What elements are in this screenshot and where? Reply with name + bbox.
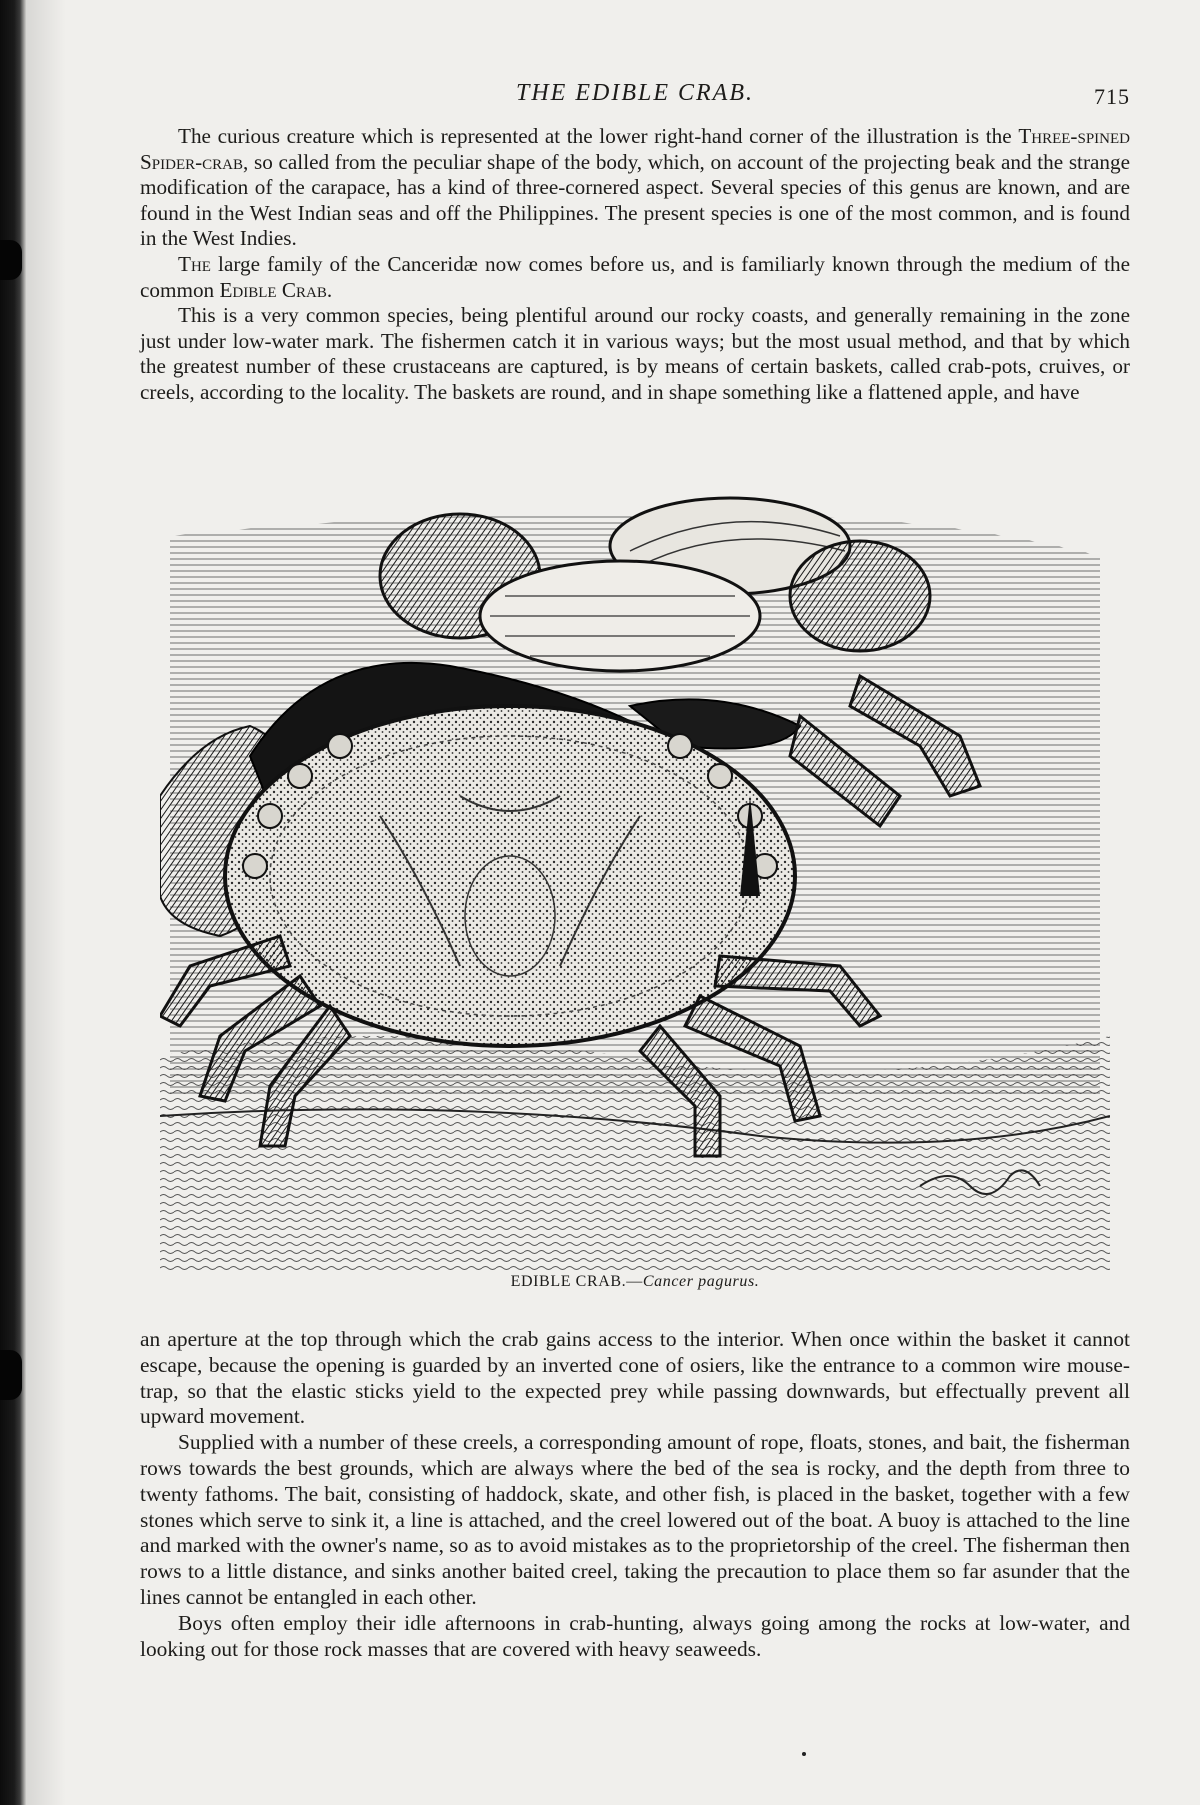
text-run: . (326, 277, 333, 302)
text-run: The curious creature which is represented at the lower right-hand corner of the illustration is the (178, 124, 1019, 148)
paragraph (140, 303, 1130, 405)
paragraph: Supplied with a number of these creels, a corresponding amount of rope, floats, stones, and bait, the fisherman rows towards the best grounds, which are always where the bed of the sea is rocky, and the depth from three to twenty fathoms. The bait, consisting of haddock, skate, and other fish, is placed in the basket, together with a few stones which serve to sink it, a line is attached, and the creel lowered out of the boat. A buoy is attached to the line and marked with the owner's name, so as to avoid mistakes as to the proprietorship of the creel. The fisherman then rows to a little distance, and sinks another baited creel, taking the precaution to place them so far asunder that the lines cannot be entangled in each other. (140, 1430, 1130, 1609)
gutter-shadow-mark (0, 1350, 22, 1400)
gutter-shadow-mark (0, 240, 22, 280)
caption-latin-name: Cancer pagurus. (642, 1273, 760, 1290)
figure-caption (140, 1273, 1130, 1291)
text-run: This is a very common species, being plentiful around our rocky coasts, and generally remaining in the zone just under low-water mark. The fishermen catch it in various ways; but the most usual method, and that by which the greatest number of these crustaceans are captured, is by means of certain baskets, called crab-pots, cruives, or creels, according to the locality. The baskets are round, and in shape something like a flattened apple, and have (140, 303, 1130, 404)
page-number: 715 (1094, 84, 1130, 109)
page-curve-shadow (26, 0, 66, 1805)
top-text-block (140, 124, 1130, 406)
species-name: Edible Crab (219, 277, 327, 302)
paragraph (140, 252, 1130, 303)
paragraph: an aperture at the top through which the crab gains access to the interior. When once within the basket it cannot escape, because the opening is guarded by an inverted cone of osiers, like the entrance to a common wire mouse-trap, so that the elastic sticks yield to the expected prey while passing downwards, but effectually prevent all upward movement. (140, 1327, 1130, 1429)
crab-engraving (160, 496, 1110, 1272)
text-run: large family of the Canceridæ now comes before us, and is familiarly known through the medium of the common (140, 251, 1130, 302)
species-name: Three-spined Spider-crab (140, 124, 1130, 174)
caption-title: EDIBLE CRAB.— (510, 1273, 643, 1290)
paragraph: Boys often employ their idle afternoons in crab-hunting, always going among the rocks at low-water, and looking out for those rock masses that are covered with heavy seaweeds. (140, 1610, 1130, 1661)
lead-word: The (178, 251, 211, 276)
paragraph (140, 124, 1130, 252)
running-head (140, 80, 1130, 112)
ink-speck (802, 1752, 806, 1756)
bottom-text-block (140, 1327, 1130, 1662)
running-title: THE EDIBLE CRAB. (516, 80, 754, 106)
text-run: , so called from the peculiar shape of the body, which, on account of the projecting beak and the strange modification of the carapace, has a kind of three-cornered aspect. Several species of this genus are known, and are found in the West Indian seas and off the Philippines. The present species is one of the most common, and is found in the West Indies. (140, 149, 1130, 251)
